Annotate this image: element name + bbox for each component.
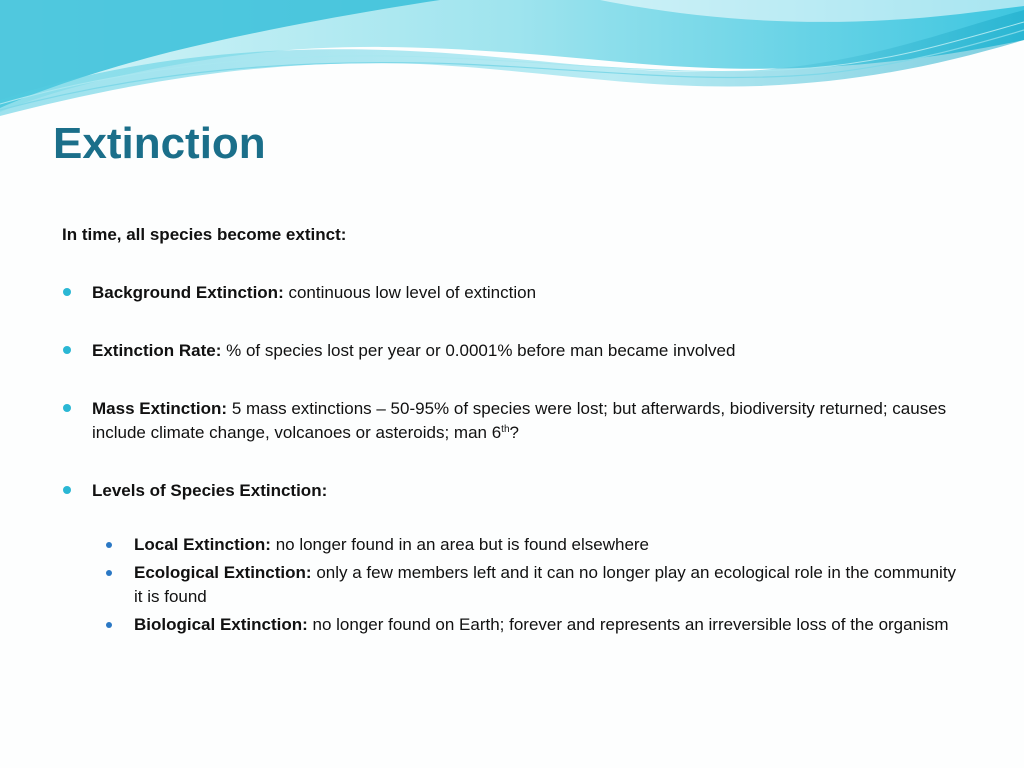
sub-bullet-term: Biological Extinction: (134, 615, 308, 634)
sub-bullet-term: Ecological Extinction: (134, 563, 312, 582)
bullet-term: Mass Extinction: (92, 399, 228, 418)
bullet-text: % of species lost per year or 0.0001% before man became involved (221, 341, 736, 360)
superscript-ordinal: th (501, 424, 510, 435)
bullet-term: Extinction Rate: (92, 341, 222, 360)
sub-bullet-dot-icon (106, 622, 112, 628)
wave-header-decoration (0, 0, 1024, 130)
bullet-dot-icon (63, 404, 71, 412)
bullet-dot-icon (63, 486, 71, 494)
sub-bullet-text: only a few members left and it can no longer play an ecological role in the community it is found (134, 563, 957, 606)
sub-bullet-text: no longer found on Earth; forever and represents an irreversible loss of the organism (307, 615, 949, 634)
bullet-term: Background Extinction: (92, 283, 284, 302)
bullet-term: Levels of Species Extinction: (92, 481, 328, 500)
bullet-background-extinction (62, 281, 962, 305)
bullet-mass-extinction (62, 397, 962, 445)
sub-bullet-ecological-extinction (104, 561, 964, 609)
bullet-list (62, 281, 962, 537)
bullet-tail: ? (509, 423, 519, 442)
sub-bullet-dot-icon (106, 542, 112, 548)
sub-bullet-text: no longer found in an area but is found elsewhere (270, 535, 650, 554)
bullet-extinction-rate (62, 339, 962, 363)
intro-text: In time, all species become extinct: (62, 225, 347, 244)
sub-bullet-dot-icon (106, 570, 112, 576)
bullet-text: 5 mass extinctions – 50-95% of species were lost; but afterwards, biodiversity returned; causes include climate change, volcanoes or asteroids; man 6 (92, 399, 947, 442)
sub-bullet-term: Local Extinction: (134, 535, 271, 554)
bullet-levels-of-extinction (62, 479, 962, 503)
slide-title: Extinction (53, 119, 266, 168)
bullet-dot-icon (63, 346, 71, 354)
sub-bullet-local-extinction (104, 533, 964, 557)
sub-bullet-biological-extinction (104, 613, 964, 637)
sub-bullet-list (104, 533, 964, 641)
bullet-dot-icon (63, 288, 71, 296)
bullet-text: continuous low level of extinction (283, 283, 537, 302)
